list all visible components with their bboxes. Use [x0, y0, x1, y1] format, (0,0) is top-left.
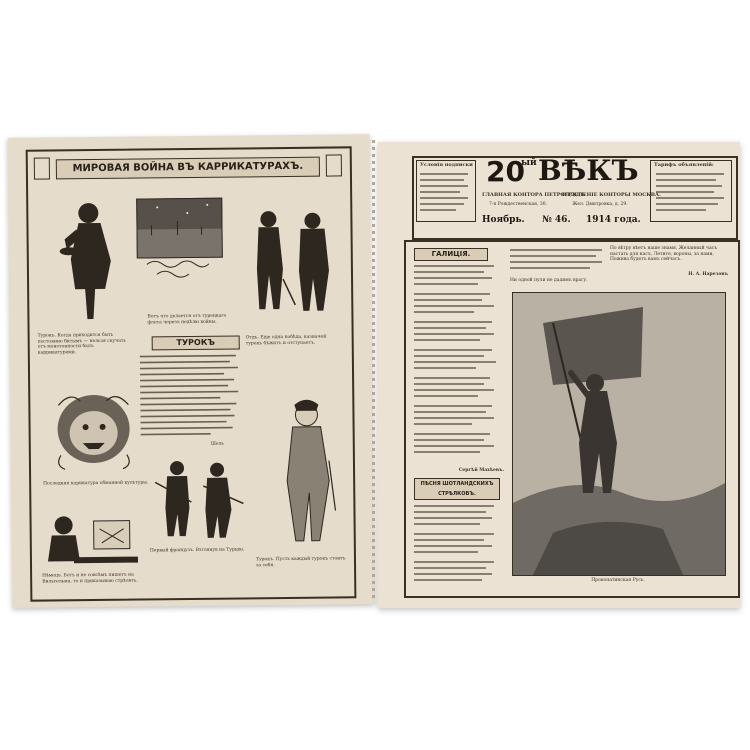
- cartoon-old-man: [272, 400, 344, 551]
- office-branch: ОТДЕЛЕНІЕ КОНТОРЫ МОСКВА.: [562, 192, 661, 198]
- caption-ships: Вотъ что делается отъ турецкаго флота черезъ недѣлю войны.: [147, 313, 227, 325]
- ships-waves: [147, 258, 209, 283]
- song-lines: [414, 504, 500, 590]
- poem-tail: По вѣтру вѣетъ наше знамя, Желанный часъ настать для насъ, Летите, вороны, за нами, Пожива будетъ вамъ сейчасъ.: [610, 246, 718, 262]
- bullets-line: Ни одной пули не дадимъ врагу.: [510, 278, 588, 283]
- office-branch-address: Жел. Дмитровка, д. 29.: [572, 202, 628, 207]
- binding-stitches: [372, 140, 375, 602]
- poem-text-lines: [140, 353, 243, 442]
- subscription-lines: [420, 172, 470, 216]
- poem-title: ТУРОКЪ: [152, 335, 240, 350]
- right-page: [378, 142, 740, 608]
- caption-head: Последняя карикатура обманной культуры.: [43, 480, 149, 487]
- caption-soldiers: Отдъ. Еще одна побѣда, казначей турокъ бѣжитъ и отступаетъ.: [245, 334, 327, 346]
- title-word: ВѢКЪ: [538, 154, 639, 187]
- cartoon-grotesque-head: [50, 385, 137, 476]
- poem-signature: Шель: [210, 441, 224, 447]
- issue-year: 1914 года.: [586, 215, 641, 225]
- title-number: 20: [486, 155, 525, 188]
- issue-month: Ноябрь.: [482, 215, 525, 225]
- cartoon-turk-figure: [48, 199, 129, 330]
- cartoon-french-soldiers: [151, 455, 248, 542]
- title-superscript: ый: [521, 158, 537, 168]
- caption-old-man: Турокъ. Пусть каждый турокъ стоитъ за себя.: [255, 556, 346, 568]
- issue-number: № 46.: [542, 215, 571, 225]
- ads-lines: [656, 172, 726, 216]
- caption-desk: Нѣмецъ. Богъ и не совсѣмъ пишетъ на Вильгельма, то и приказываю стрѣлять.: [42, 572, 138, 585]
- cartoon-ships-scene: [136, 198, 223, 259]
- ads-heading: Тарифъ объявленій:: [654, 162, 714, 168]
- banner-ornament-left: [34, 157, 50, 179]
- office-main-address: 7-я Рождественская, 30.: [488, 202, 548, 207]
- section-galicia: ГАЛИЦІЯ.: [414, 248, 488, 261]
- left-page: [8, 134, 375, 608]
- caption-french: Первый французъ. Взглянув на Турцію.: [149, 547, 245, 554]
- banner-title: МИРОВАЯ ВОЙНА ВЪ КАРРИКАТУРАХЪ.: [56, 157, 320, 180]
- cartoon-man-at-desk: [43, 511, 138, 570]
- song-title: ПѢСНЯ ШОТЛАНДСКИХЪ СТРѢЛКОВЪ.: [414, 478, 500, 500]
- author-song: Н. А. Нарезовъ: [688, 272, 728, 277]
- illustration-caption: Прокопатинская Русь.: [591, 578, 645, 583]
- caption-turok: Турокъ. Когда приходится быть постоянно битымъ — нельзя скучать отъ монотонности быть каррикатурами.: [37, 332, 126, 356]
- author-galicia: Сергѣй Махѣевъ.: [458, 468, 504, 473]
- top-poem-lines-left: [510, 248, 606, 278]
- illustration-soldier-flag: [512, 292, 726, 576]
- office-main: ГЛАВНАЯ КОНТОРА ПЕТРОГРАДЪ: [482, 192, 586, 198]
- galicia-poem-lines: [414, 264, 500, 472]
- subscription-heading: Условія подписки: [420, 162, 473, 168]
- banner-ornament-right: [326, 154, 342, 176]
- cartoon-soldiers: [238, 208, 339, 329]
